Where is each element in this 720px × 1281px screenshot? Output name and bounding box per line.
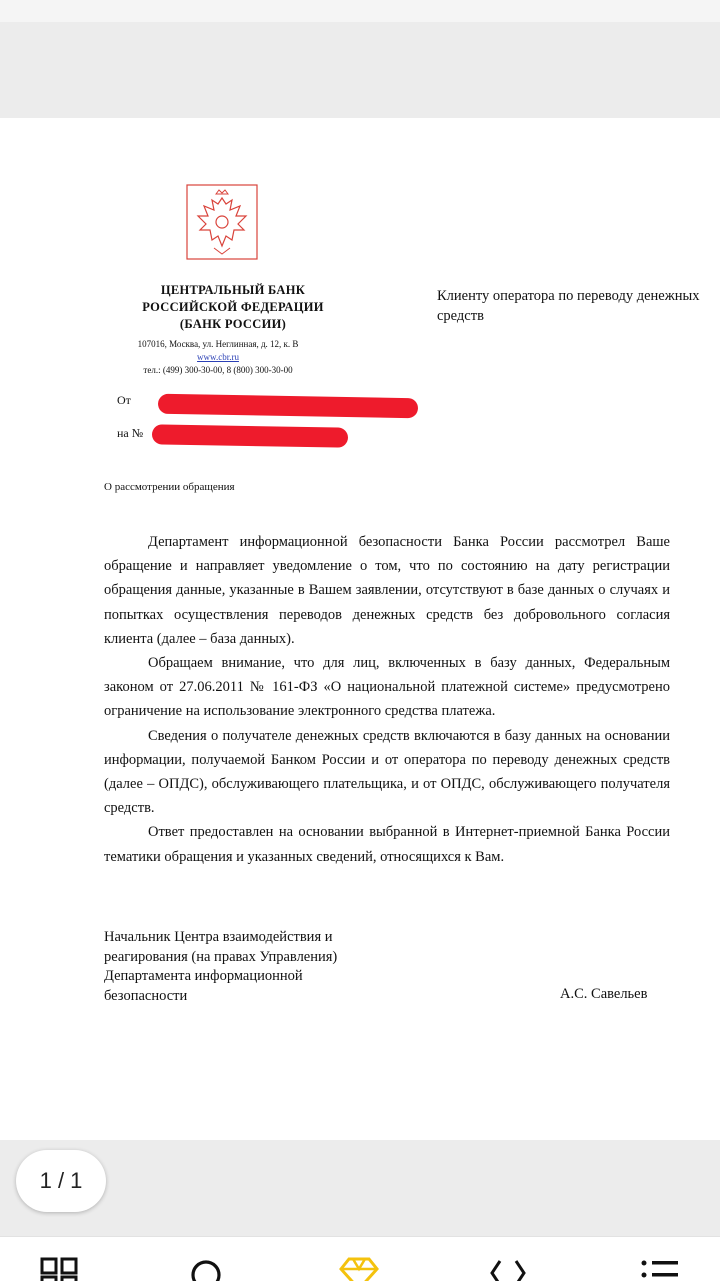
bank-address: 107016, Москва, ул. Неглинная, д. 12, к. В www.cbr.ru тел.: (499) 300-30-00, 8 (800) 300-30-00: [137, 339, 299, 375]
paragraph: Сведения о получателе денежных средств включаются в базу данных на основании информации, получаемой Банком России и от оператора по переводу денежных средств (далее – ОПДС), обслуживающего плательщика, и от ОПДС, обслуживающего получателя средств.: [104, 727, 670, 817]
from-label: От: [117, 393, 131, 407]
paragraph: Обращаем внимание, что для лиц, включенных в базу данных, Федеральным законом от 27.06.2011 № 161-ФЗ «О национальной платежной системе» предусмотрено ограничение на использование электронного средства платежа.: [104, 655, 670, 720]
viewer-bottom-area: [0, 1140, 720, 1236]
bottom-nav-bar: [0, 1236, 720, 1281]
viewer-top-bar: [0, 0, 720, 118]
paragraph: Департамент информационной безопасности Банка России рассмотрел Ваше обращение и направляет уведомление о том, что по состоянию на дату регистрации обращения данные, указанные в Вашем заявлении, отсутствуют в базе данных о случаях и попытках осуществления переводов денежных средств без добровольного согласия клиента (далее – база данных).: [104, 534, 670, 647]
search-icon[interactable]: [186, 1251, 230, 1281]
diamond-icon[interactable]: [337, 1251, 381, 1281]
letter-body: [104, 530, 670, 869]
paragraph: Ответ предоставлен на основании выбранной в Интернет-приемной Банка России тематики обращения и указанных сведений, относящихся к Вам.: [104, 824, 670, 865]
signer-title: Начальник Центра взаимодействия и реагирования (на правах Управления) Департамента информационной безопасности: [104, 929, 338, 1004]
list-icon[interactable]: [638, 1251, 682, 1281]
coat-of-arms-emblem: [186, 184, 258, 260]
redaction-mark: [152, 424, 348, 447]
page-indicator[interactable]: 1 / 1: [16, 1150, 106, 1212]
signer-name: А.С. Савельев: [560, 986, 648, 1002]
grid-icon[interactable]: [40, 1251, 84, 1281]
recipient: Клиенту оператора по переводу денежных средств: [437, 288, 700, 324]
bank-website-link[interactable]: www.cbr.ru: [197, 352, 239, 362]
reference-label: на №: [117, 426, 144, 440]
bank-name: ЦЕНТРАЛЬНЫЙ БАНК РОССИЙСКОЙ ФЕДЕРАЦИИ (БАНК РОССИИ): [142, 283, 324, 331]
code-icon[interactable]: [486, 1251, 530, 1281]
subject-line: О рассмотрении обращения: [104, 481, 235, 493]
